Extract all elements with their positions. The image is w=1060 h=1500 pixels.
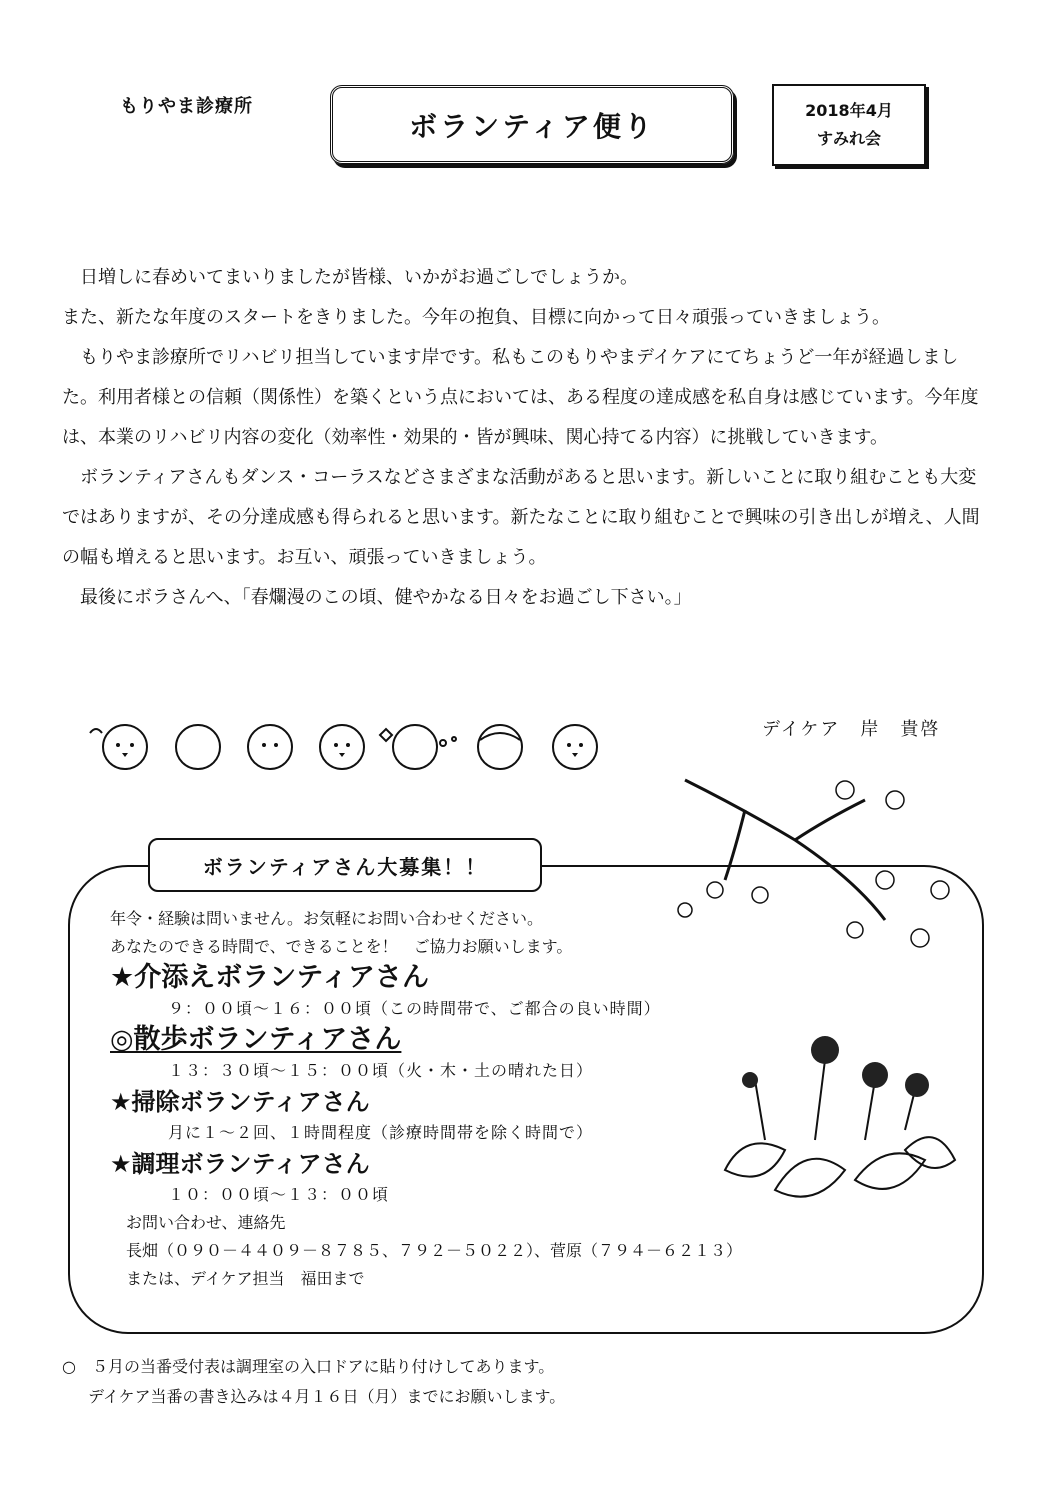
date-box	[772, 84, 926, 166]
issue-date: 2018年4月	[805, 101, 893, 120]
volunteer-title-cooking: ★調理ボランティアさん	[110, 1150, 370, 1178]
recruit-intro-2: あなたのできる時間で、できることを！ ご協力お願いします。	[110, 937, 573, 956]
recruit-content	[110, 905, 750, 1293]
paragraph-5: 最後にボラさんへ、「春爛漫のこの頃、健やかなる日々をお過ごし下さい。」	[80, 587, 692, 608]
volunteer-detail-cleaning: 月に１～２回、１時間程度（診療時間帯を除く時間で）	[168, 1123, 594, 1142]
greeting-body	[62, 258, 982, 618]
volunteer-detail-cooking: １０：００頃～１３：００頃	[168, 1185, 390, 1204]
paragraph-3: もりやま診療所でリハビリ担当しています岸です。私もこのもりやまデイケアにてちょうど一年が経過しました。利用者様との信頼（関係性）を築くという点においては、ある程度の達成感を私自身は感じています。今年度は、本業のリハビリ内容の変化（効率性・効果的・皆が興味、関心持てる内容）に挑戦していきます。	[62, 347, 979, 448]
author-signature: デイケア 岸 貴啓	[762, 719, 941, 740]
volunteer-title-walk: ◎散歩ボランティアさん	[110, 1024, 402, 1055]
note-line-2: デイケア当番の書き込みは４月１６日（月）までにお願いします。	[88, 1387, 566, 1406]
paragraph-4: ボランティアさんもダンス・コーラスなどさまざまな活動があると思います。新しいことに取り組むことも大変ではありますが、その分達成感も得られると思います。新たなことに取り組むことで興味の引き出しが増え、人間の幅も増えると思います。お互い、頑張っていきましょう。	[62, 467, 980, 568]
page-title: ボランティア便り	[409, 109, 655, 143]
volunteer-title-assist: ★介添えボランティアさん	[110, 962, 430, 993]
volunteer-title-cleaning: ★掃除ボランティアさん	[110, 1088, 370, 1116]
group-name: すみれ会	[816, 129, 881, 148]
note-line-1: ○ ５月の当番受付表は調理室の入口ドアに貼り付けしてあります。	[62, 1357, 555, 1376]
contact-phones: 長畑（０９０－４４０９－８７８５、７９２－５０２２）、菅原（７９４－６２１３）	[126, 1241, 743, 1260]
clinic-name: もりやま診療所	[120, 96, 253, 117]
title-frame	[330, 85, 734, 164]
violet-flower-illustration	[705, 1020, 965, 1210]
contact-staff: または、デイケア担当 福田まで	[126, 1269, 365, 1288]
contact-label: お問い合わせ、連絡先	[126, 1213, 286, 1232]
volunteer-detail-walk: １３：３０頃～１５：００頃（火・木・土の晴れた日）	[168, 1061, 594, 1080]
paragraph-2: また、新たな年度のスタートをきりました。今年の抱負、目標に向かって日々頑張っていきましょう。	[62, 307, 890, 328]
volunteer-detail-assist: ９：００頃～１６：００頃（この時間帯で、ご都合の良い時間）	[168, 999, 661, 1018]
recruit-heading: ボランティアさん大募集！！	[148, 838, 542, 892]
notes	[62, 1352, 565, 1412]
recruit-intro-1: 年令・経験は問いません。お気軽にお問い合わせください。	[110, 909, 543, 928]
chicks-illustration	[80, 715, 620, 785]
paragraph-1: 日増しに春めいてまいりましたが皆様、いかがお過ごしでしょうか。	[80, 267, 638, 288]
